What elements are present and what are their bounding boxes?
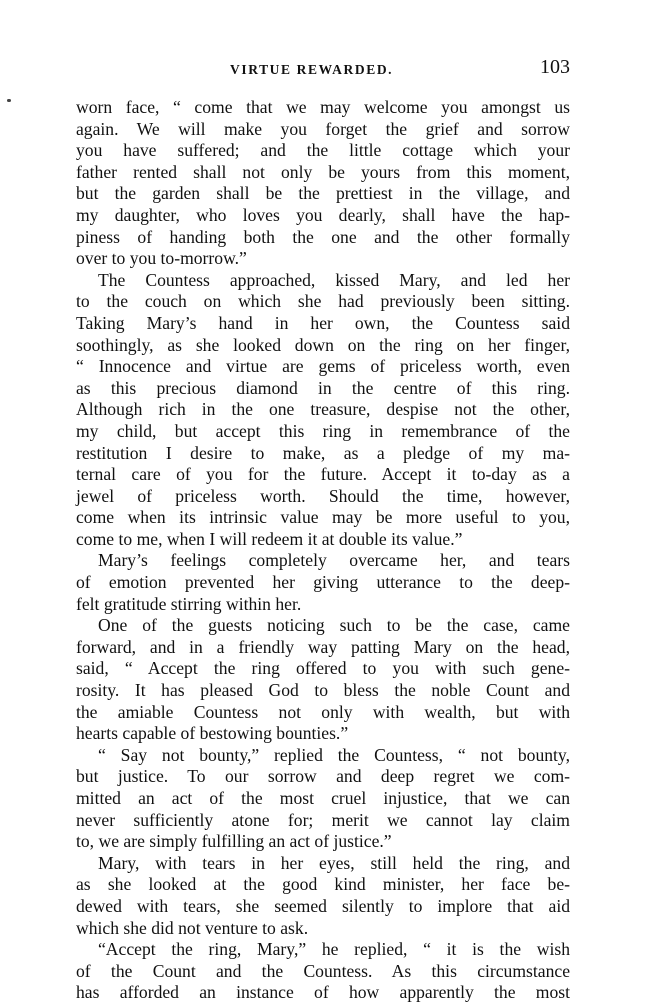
text-line: as she looked at the good kind minister, her face be- xyxy=(76,874,570,895)
body-text xyxy=(76,97,570,1004)
text-line: piness of handing both the one and the other formally xyxy=(76,226,570,247)
text-line: has afforded an instance of how apparently the most xyxy=(76,982,570,1003)
text-line: over to you to-morrow.” xyxy=(76,248,247,269)
text-line: the amiable Countess not only with wealth, but with xyxy=(76,701,570,722)
text-line: of emotion prevented her giving utterance to the deep- xyxy=(76,572,570,593)
text-line: mitted an act of the most cruel injustice, that we can xyxy=(76,788,570,808)
text-line: Although rich in the one treasure, despise not the other, xyxy=(76,399,570,420)
text-line: felt gratitude stirring within her. xyxy=(76,593,302,614)
text-line: soothingly, as she looked down on the ring on her finger, xyxy=(76,334,570,355)
text-line: “ Innocence and virtue are gems of priceless worth, even xyxy=(76,356,570,377)
text-line: again. We will make you forget the grief and sorrow xyxy=(76,118,570,139)
text-line: Mary, with tears in her eyes, still held the ring, and xyxy=(98,852,570,873)
text-line: come to me, when I will redeem it at double its value.” xyxy=(76,528,463,549)
text-line: my child, but accept this ring in remembrance of the xyxy=(76,420,570,441)
text-line: rosity. It has pleased God to bless the noble Count and xyxy=(76,680,570,701)
text-line: Taking Mary’s hand in her own, the Countess said xyxy=(76,312,570,333)
text-line: to, we are simply fulfilling an act of justice.” xyxy=(76,831,392,852)
text-line: Mary’s feelings completely overcame her, and tears xyxy=(98,550,570,571)
text-line: restitution I desire to make, as a pledge of my ma- xyxy=(76,442,570,463)
page-number: 103 xyxy=(540,56,570,78)
text-line: jewel of priceless worth. Should the time, however, xyxy=(76,485,570,506)
text-line: said, “ Accept the ring offered to you with such gene- xyxy=(76,658,570,679)
text-line: father rented shall not only be yours from this moment, xyxy=(76,161,570,182)
text-line: which she did not venture to ask. xyxy=(76,917,309,938)
text-line: hearts capable of bestowing bounties.” xyxy=(76,723,349,744)
text-line: my daughter, who loves you dearly, shall have the hap- xyxy=(76,204,570,225)
text-line: dewed with tears, she seemed silently to implore that aid xyxy=(76,895,570,916)
text-line: ternal care of you for the future. Accept it to-day as a xyxy=(76,464,570,485)
text-line: One of the guests noticing such to be the case, came xyxy=(98,615,570,636)
text-line: come when its intrinsic value may be more useful to you, xyxy=(76,507,570,528)
text-line: worn face, “ come that we may welcome you amongst us xyxy=(76,97,570,117)
text-line: but the garden shall be the prettiest in the village, and xyxy=(76,183,570,204)
text-line: you have suffered; and the little cottage which your xyxy=(76,140,570,161)
running-title: VIRTUE REWARDED. xyxy=(230,62,394,77)
text-line: The Countess approached, kissed Mary, and led her xyxy=(98,269,570,290)
text-line: “ Say not bounty,” replied the Countess, “ not bounty, xyxy=(98,744,570,765)
text-line: of the Count and the Countess. As this circumstance xyxy=(76,960,570,981)
running-head xyxy=(72,58,572,86)
text-line: never sufficiently atone for; merit we cannot lay claim xyxy=(76,809,570,830)
text-line: to the couch on which she had previously been sitting. xyxy=(76,291,570,312)
text-line: as this precious diamond in the centre of this ring. xyxy=(76,377,570,398)
text-line: “Accept the ring, Mary,” he replied, “ it is the wish xyxy=(98,939,570,960)
margin-ink-speck xyxy=(7,99,11,102)
text-line: forward, and in a friendly way patting Mary on the head, xyxy=(76,636,570,657)
text-line: but justice. To our sorrow and deep regret we com- xyxy=(76,766,570,787)
